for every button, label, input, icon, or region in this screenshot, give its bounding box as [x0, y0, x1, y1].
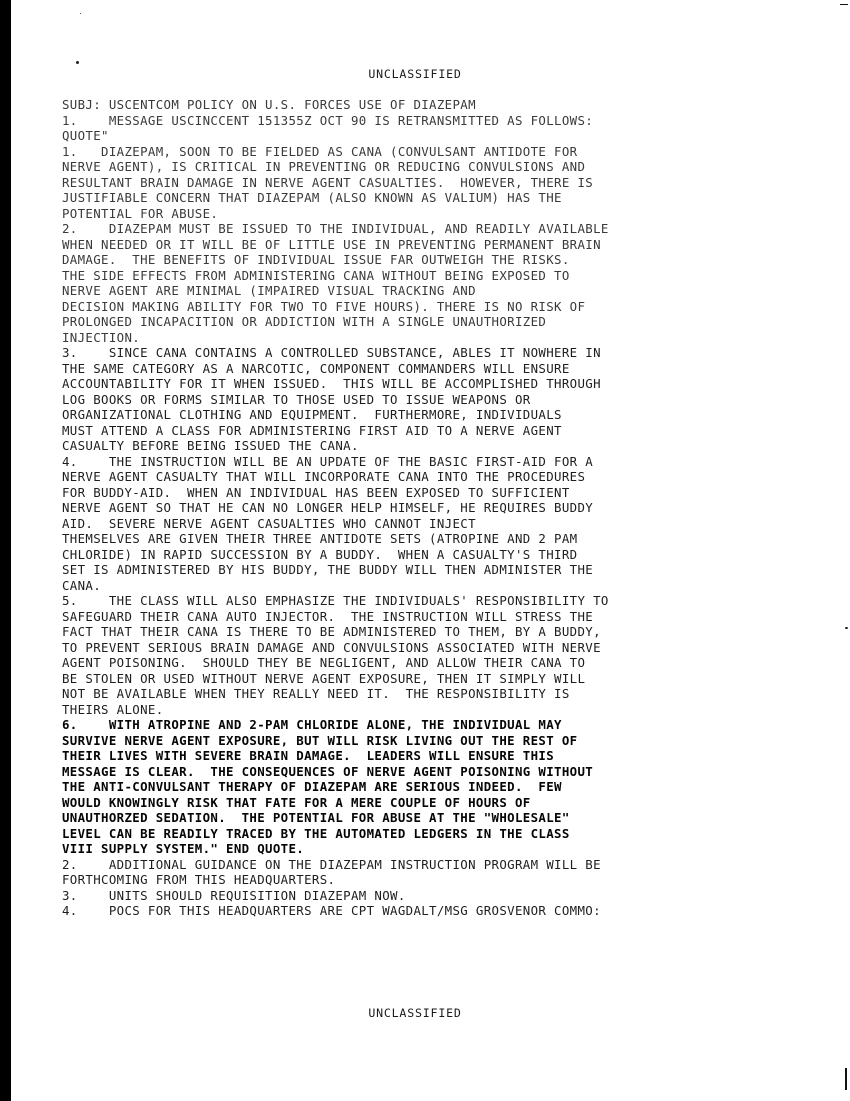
- message-line: 1. MESSAGE USCINCCENT 151355Z OCT 90 IS RETRANSMITTED AS FOLLOWS:: [62, 112, 594, 128]
- message-line: MESSAGE IS CLEAR. THE CONSEQUENCES OF NERVE AGENT POISONING WITHOUT: [62, 763, 594, 779]
- message-line: FOR BUDDY-AID. WHEN AN INDIVIDUAL HAS BEEN EXPOSED TO SUFFICIENT: [62, 484, 570, 500]
- message-line: THEMSELVES ARE GIVEN THEIR THREE ANTIDOTE SETS (ATROPINE AND 2 PAM: [62, 531, 578, 546]
- message-line: 3. UNITS SHOULD REQUISITION DIAZEPAM NOW.: [62, 887, 406, 903]
- message-line: FACT THAT THEIR CANA IS THERE TO BE ADMINISTERED TO THEM, BY A BUDDY,: [62, 624, 601, 639]
- scan-edge-bar: [0, 0, 11, 1101]
- message-line: 5. THE CLASS WILL ALSO EMPHASIZE THE INDIVIDUALS' RESPONSIBILITY TO: [62, 593, 609, 608]
- message-line: JUSTIFIABLE CONCERN THAT DIAZEPAM (ALSO KNOWN AS VALIUM) HAS THE: [62, 190, 562, 205]
- message-line: CANA.: [62, 577, 102, 593]
- scan-speck: [845, 627, 848, 629]
- scan-edge-mark: [840, 4, 848, 5]
- classification-footer: UNCLASSIFIED: [368, 1006, 462, 1020]
- message-line: ACCOUNTABILITY FOR IT WHEN ISSUED. THIS WILL BE ACCOMPLISHED THROUGH: [62, 376, 601, 391]
- message-line: AGENT POISONING. SHOULD THEY BE NEGLIGENT, AND ALLOW THEIR CANA TO: [62, 655, 586, 670]
- message-line: 4. THE INSTRUCTION WILL BE AN UPDATE OF THE BASIC FIRST-AID FOR A: [62, 453, 594, 469]
- message-line: ORGANIZATIONAL CLOTHING AND EQUIPMENT. FURTHERMORE, INDIVIDUALS: [62, 407, 562, 422]
- message-line: 6. WITH ATROPINE AND 2-PAM CHLORIDE ALONE, THE INDIVIDUAL MAY: [62, 717, 562, 732]
- message-line: DECISION MAKING ABILITY FOR TWO TO FIVE HOURS). THERE IS NO RISK OF: [62, 298, 586, 314]
- message-line: DAMAGE. THE BENEFITS OF INDIVIDUAL ISSUE FAR OUTWEIGH THE RISKS.: [62, 252, 570, 267]
- message-line: CHLORIDE) IN RAPID SUCCESSION BY A BUDDY. WHEN A CASUALTY'S THIRD: [62, 546, 578, 562]
- message-line: VIII SUPPLY SYSTEM." END QUOTE.: [62, 841, 305, 856]
- message-line: FORTHCOMING FROM THIS HEADQUARTERS.: [62, 872, 336, 887]
- message-line: SAFEGUARD THEIR CANA AUTO INJECTOR. THE INSTRUCTION WILL STRESS THE: [62, 608, 594, 624]
- scan-edge-mark: [845, 1068, 847, 1090]
- message-line: THEIR LIVES WITH SEVERE BRAIN DAMAGE. LEADERS WILL ENSURE THIS: [62, 748, 555, 763]
- message-line: 2. ADDITIONAL GUIDANCE ON THE DIAZEPAM INSTRUCTION PROGRAM WILL BE: [62, 856, 601, 872]
- message-line: NERVE AGENT), IS CRITICAL IN PREVENTING OR REDUCING CONVULSIONS AND: [62, 159, 586, 174]
- message-line: SUBJ: USCENTCOM POLICY ON U.S. FORCES USE OF DIAZEPAM: [62, 97, 476, 112]
- message-line: TO PREVENT SERIOUS BRAIN DAMAGE AND CONVULSIONS ASSOCIATED WITH NERVE: [62, 639, 601, 655]
- message-line: SET IS ADMINISTERED BY HIS BUDDY, THE BUDDY WILL THEN ADMINISTER THE: [62, 562, 594, 577]
- message-line: NERVE AGENT SO THAT HE CAN NO LONGER HELP HIMSELF, HE REQUIRES BUDDY: [62, 500, 594, 515]
- message-line: THE SIDE EFFECTS FROM ADMINISTERING CANA WITHOUT BEING EXPOSED TO: [62, 267, 570, 283]
- message-line: LEVEL CAN BE READILY TRACED BY THE AUTOMATED LEDGERS IN THE CLASS: [62, 825, 570, 841]
- message-line: RESULTANT BRAIN DAMAGE IN NERVE AGENT CASUALTIES. HOWEVER, THERE IS: [62, 174, 594, 190]
- message-line: THE ANTI-CONVULSANT THERAPY OF DIAZEPAM ARE SERIOUS INDEED. FEW: [62, 779, 562, 794]
- message-line: NERVE AGENT CASUALTY THAT WILL INCORPORATE CANA INTO THE PROCEDURES: [62, 469, 586, 484]
- classification-header: UNCLASSIFIED: [368, 67, 462, 81]
- message-line: NOT BE AVAILABLE WHEN THEY REALLY NEED IT. THE RESPONSIBILITY IS: [62, 686, 570, 701]
- message-line: THE SAME CATEGORY AS A NARCOTIC, COMPONENT COMMANDERS WILL ENSURE: [62, 360, 570, 376]
- message-line: INJECTION.: [62, 329, 141, 345]
- message-line: WHEN NEEDED OR IT WILL BE OF LITTLE USE IN PREVENTING PERMANENT BRAIN: [62, 236, 601, 252]
- message-line: POTENTIAL FOR ABUSE.: [62, 205, 219, 221]
- scan-speck: [76, 61, 79, 64]
- message-line: NERVE AGENT ARE MINIMAL (IMPAIRED VISUAL TRACKING AND: [62, 283, 476, 298]
- message-line: MUST ATTEND A CLASS FOR ADMINISTERING FIRST AID TO A NERVE AGENT: [62, 422, 562, 438]
- message-line: SURVIVE NERVE AGENT EXPOSURE, BUT WILL RISK LIVING OUT THE REST OF: [62, 732, 578, 748]
- message-body: [62, 97, 802, 919]
- message-line: 2. DIAZEPAM MUST BE ISSUED TO THE INDIVIDUAL, AND READILY AVAILABLE: [62, 221, 609, 236]
- scan-speck: [80, 13, 81, 14]
- message-line: LOG BOOKS OR FORMS SIMILAR TO THOSE USED TO ISSUE WEAPONS OR: [62, 391, 531, 407]
- message-line: CASUALTY BEFORE BEING ISSUED THE CANA.: [62, 438, 359, 453]
- message-line: BE STOLEN OR USED WITHOUT NERVE AGENT EXPOSURE, THEN IT SIMPLY WILL: [62, 670, 586, 686]
- message-line: 3. SINCE CANA CONTAINS A CONTROLLED SUBSTANCE, ABLES IT NOWHERE IN: [62, 345, 601, 360]
- message-line: 4. POCS FOR THIS HEADQUARTERS ARE CPT WAGDALT/MSG GROSVENOR COMMO:: [62, 903, 601, 918]
- message-line: PROLONGED INCAPACITION OR ADDICTION WITH A SINGLE UNAUTHORIZED: [62, 314, 547, 329]
- message-line: AID. SEVERE NERVE AGENT CASUALTIES WHO CANNOT INJECT: [62, 515, 476, 531]
- message-line: QUOTE": [62, 128, 109, 143]
- message-line: UNAUTHORZED SEDATION. THE POTENTIAL FOR ABUSE AT THE "WHOLESALE": [62, 810, 570, 825]
- message-line: WOULD KNOWINGLY RISK THAT FATE FOR A MERE COUPLE OF HOURS OF: [62, 794, 531, 810]
- message-line: 1. DIAZEPAM, SOON TO BE FIELDED AS CANA (CONVULSANT ANTIDOTE FOR: [62, 143, 578, 159]
- message-line: THEIRS ALONE.: [62, 701, 164, 717]
